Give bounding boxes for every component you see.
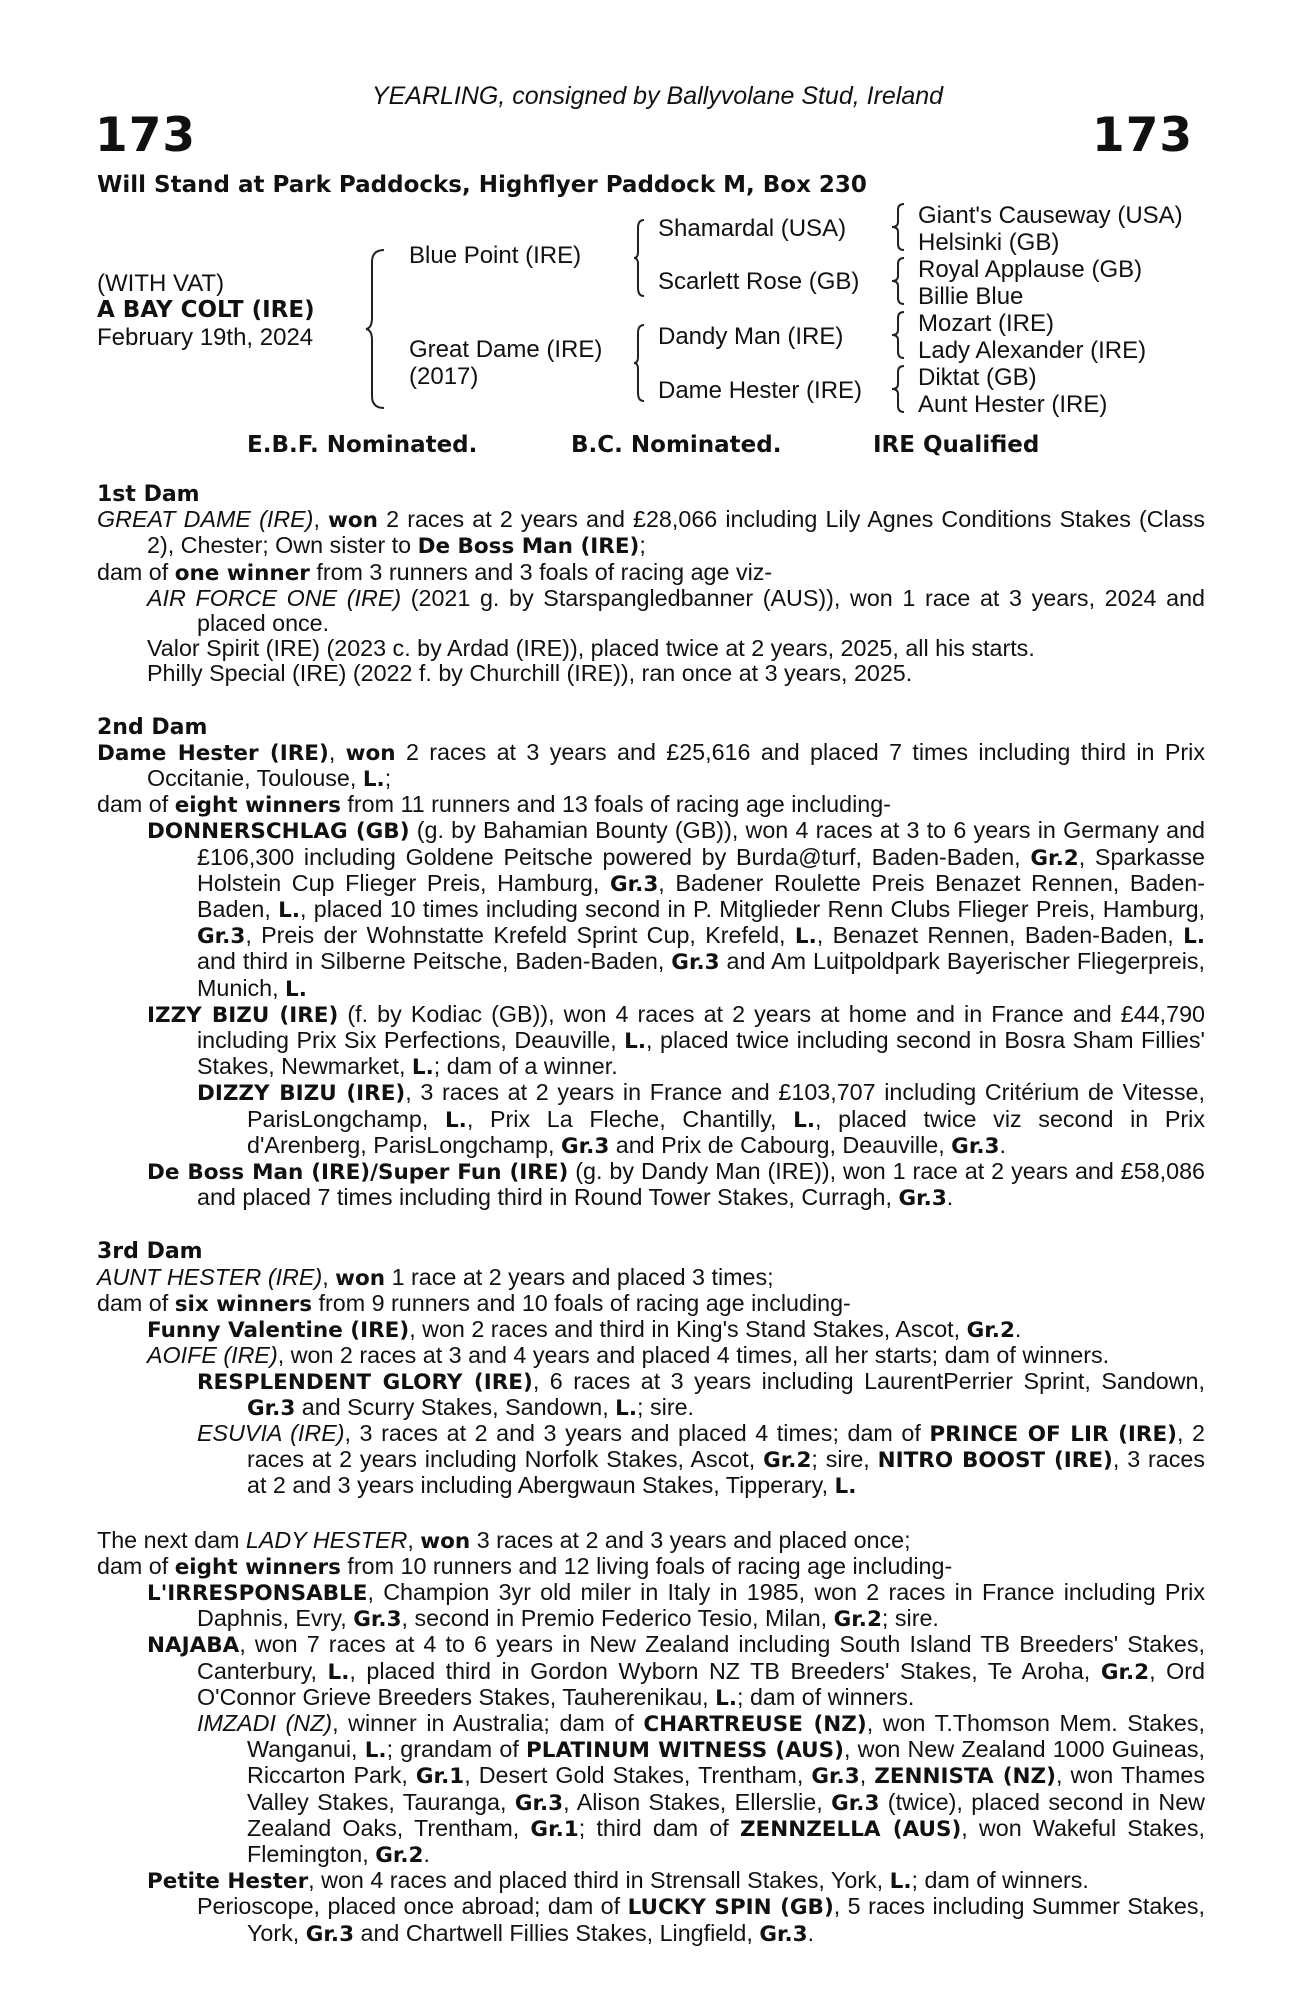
pedigree-brace-g3-2 xyxy=(890,256,906,306)
text-run: , Alison Stakes, Ellerslie, xyxy=(563,1788,832,1815)
bold-text: L. xyxy=(834,1474,857,1500)
text-run: dam of xyxy=(97,791,175,818)
second-dam-record xyxy=(97,740,1205,792)
italic-name: AOIFE (IRE) xyxy=(147,1342,278,1369)
bold-text: Gr.3 xyxy=(560,1133,610,1159)
bold-text: ZENNISTA (NZ) xyxy=(874,1764,1056,1790)
consignment-subtitle: YEARLING, consigned by Ballyvolane Stud, Ireland xyxy=(371,82,944,110)
dam-name: Great Dame (IRE) xyxy=(409,336,603,363)
pedigree-g3-6: Lady Alexander (IRE) xyxy=(918,337,1147,364)
bc-nomination: B.C. Nominated. xyxy=(571,432,782,458)
bold-text: NAJABA xyxy=(147,1633,240,1659)
bold-text: L. xyxy=(278,898,301,924)
bold-text: L. xyxy=(793,1107,815,1133)
bold-text: eight winners xyxy=(174,1554,341,1580)
text-run: , won 2 races and third in King's Stand Stakes, Ascot, xyxy=(409,1316,967,1343)
text-run: (twice), placed second in New Zealand Oaks, Trentham, xyxy=(247,1788,1205,1841)
produce-entry xyxy=(97,1080,1205,1159)
ebf-nomination: E.B.F. Nominated. xyxy=(247,432,478,458)
text-run: . xyxy=(946,1184,954,1211)
dam-year: (2017) xyxy=(409,363,479,390)
text-run: , won T.Thomson Mem. Stakes, Wanganui, xyxy=(247,1709,1205,1763)
text-run: 1 race at 2 years and placed 3 times; xyxy=(385,1263,774,1290)
text-run: , 6 races at 3 years including LaurentPerrier Sprint, Sandown, xyxy=(532,1367,1205,1394)
ire-qualified: IRE Qualified xyxy=(873,432,1040,458)
pedigree-g3-8: Aunt Hester (IRE) xyxy=(918,391,1108,418)
text-run: , xyxy=(322,1263,336,1290)
pedigree-brace-main xyxy=(364,248,386,410)
text-run: (f. by Kodiac (GB)), won 4 races at 2 years at home and in France and £44,790 including Prix Six Perfections, Deauville, xyxy=(197,1000,1206,1054)
bold-text: Gr.1 xyxy=(415,1764,465,1790)
bold-text: Gr.3 xyxy=(197,924,246,950)
bold-text: Gr.3 xyxy=(514,1790,564,1816)
pedigree-g3-5: Mozart (IRE) xyxy=(918,310,1055,337)
produce-entry xyxy=(97,1343,1205,1368)
text-run: , Prix La Fleche, Chantilly, xyxy=(466,1105,794,1132)
text-run: , 3 races at 2 and 3 years and placed 4 times; dam of xyxy=(344,1419,930,1446)
text-run: (2021 g. by Starspangledbanner (AUS)), won 1 race at 3 years, 2024 and placed once. xyxy=(197,584,1205,637)
bold-text: Gr.3 xyxy=(898,1186,947,1212)
horse-name: A BAY COLT (IRE) xyxy=(97,297,315,323)
text-run: , placed twice including second in Bosra Sham Fillies' Stakes, Newmarket, xyxy=(197,1027,1205,1080)
text-run: Valor Spirit (IRE) (2023 c. by Ardad (IRE)), placed twice at 2 years, 2025, all his starts. xyxy=(147,635,1035,662)
text-run: , Badener Roulette Preis Benazet Rennen, Baden-Baden, xyxy=(197,869,1205,923)
text-run: ; sire. xyxy=(637,1393,695,1420)
first-dam-produce-summary xyxy=(97,560,1205,586)
italic-name: AIR FORCE ONE (IRE) xyxy=(147,584,402,611)
text-run: Perioscope, placed once abroad; dam of xyxy=(197,1893,628,1920)
text-run: from 11 runners and 13 foals of racing age including- xyxy=(340,791,891,818)
lot-number-right: 173 xyxy=(1092,108,1194,163)
text-run: , placed third in Gordon Wyborn NZ TB Breeders' Stakes, Te Aroha, xyxy=(349,1657,1101,1684)
bold-text: L. xyxy=(411,1055,434,1081)
produce-entry xyxy=(97,1580,1205,1632)
bold-text: DIZZY BIZU (IRE) xyxy=(197,1081,406,1107)
pedigree-g2-1: Shamardal (USA) xyxy=(658,215,847,242)
second-dam-heading: 2nd Dam xyxy=(97,714,208,740)
text-run: and Scurry Stakes, Sandown, xyxy=(295,1393,616,1420)
text-run: . xyxy=(807,1919,815,1946)
text-run: , placed 10 times including second in P. Mitglieder Renn Clubs Flieger Preis, Hamburg, xyxy=(300,896,1206,923)
italic-name: IMZADI (NZ) xyxy=(197,1709,333,1736)
text-run: , won Thames Valley Stakes, Tauranga, xyxy=(247,1762,1206,1815)
text-run: dam of xyxy=(97,558,175,585)
bold-text: Dame Hester (IRE) xyxy=(97,740,329,766)
text-run: (g. by Bahamian Bounty (GB)), won 4 races at 3 to 6 years in Germany and £106,300 including Goldene Peitsche powered by Burda@turf, Baden-Baden, xyxy=(197,817,1205,870)
italic-name: AUNT HESTER (IRE) xyxy=(97,1263,323,1290)
pedigree-g3-7: Diktat (GB) xyxy=(918,364,1037,391)
third-dam-record xyxy=(97,1265,1205,1291)
text-run: and Prix de Cabourg, Deauville, xyxy=(609,1131,952,1158)
text-run: , placed twice viz second in Prix d'Arenberg, ParisLongchamp, xyxy=(247,1105,1205,1158)
produce-entry xyxy=(97,818,1205,1001)
text-run: and Chartwell Fillies Stakes, Lingfield, xyxy=(354,1919,760,1946)
bold-text: L. xyxy=(715,1685,737,1711)
text-run: , Desert Gold Stakes, Trentham, xyxy=(464,1762,812,1789)
text-run: , 5 races including Summer Stakes, York, xyxy=(247,1893,1206,1946)
vat-note: (WITH VAT) xyxy=(97,270,225,297)
text-run: , Sparkasse Holstein Cup Flieger Preis, Hamburg, xyxy=(197,843,1205,896)
text-run: ; third dam of xyxy=(578,1814,740,1841)
bold-text: won xyxy=(328,508,378,534)
pedigree-g2-4: Dame Hester (IRE) xyxy=(658,377,863,404)
text-run: , won Wakeful Stakes, Flemington, xyxy=(247,1814,1205,1867)
pedigree-brace-g3-3 xyxy=(890,310,906,360)
produce-entry xyxy=(97,1632,1205,1711)
text-run: , 3 races at 2 years in France and £103,707 including Critérium de Vitesse, ParisLongchamp, xyxy=(247,1079,1205,1132)
text-run: from 3 runners and 3 foals of racing age viz- xyxy=(309,558,773,585)
text-run: , xyxy=(407,1526,421,1553)
bold-text: eight winners xyxy=(174,793,341,819)
pedigree-brace-g3-1 xyxy=(890,202,906,252)
bold-text: IZZY BIZU (IRE) xyxy=(147,1002,339,1028)
bold-text: Gr.3 xyxy=(831,1790,880,1816)
text-run: dam of xyxy=(97,1552,175,1579)
foaling-date: February 19th, 2024 xyxy=(97,324,314,351)
bold-text: Gr.3 xyxy=(247,1395,296,1421)
bold-text: won xyxy=(420,1528,471,1554)
pedigree-g3-4: Billie Blue xyxy=(918,283,1024,310)
bold-text: Gr.3 xyxy=(951,1133,1000,1159)
bold-text: Gr.3 xyxy=(609,871,659,897)
text-run: and Am Luitpoldpark Bayerischer Fliegerpreis, Munich, xyxy=(197,948,1205,1001)
bold-text: Gr.3 xyxy=(811,1764,860,1790)
text-run: . xyxy=(999,1131,1006,1158)
pedigree-g3-2: Helsinki (GB) xyxy=(918,229,1060,256)
produce-entry xyxy=(97,661,1205,686)
produce-entry xyxy=(97,1421,1205,1500)
bold-text: PRINCE OF LIR (IRE) xyxy=(929,1421,1177,1447)
bold-text: one winner xyxy=(174,560,310,586)
bold-text: L'IRRESPONSABLE xyxy=(147,1580,368,1606)
bold-text: RESPLENDENT GLORY (IRE) xyxy=(197,1369,533,1395)
text-run: , won 2 races at 3 and 4 years and placed 4 times, all her starts; dam of winners. xyxy=(277,1342,1110,1369)
first-dam-heading: 1st Dam xyxy=(97,482,200,507)
text-run: , won New Zealand 1000 Guineas, Riccarton Park, xyxy=(247,1736,1205,1789)
lot-number-left: 173 xyxy=(95,108,197,163)
bold-text: L. xyxy=(794,924,817,950)
bold-text: LUCKY SPIN (GB) xyxy=(627,1895,834,1921)
italic-name: GREAT DAME (IRE) xyxy=(97,506,314,533)
text-run: , won 7 races at 4 to 6 years in New Zealand including South Island TB Breeders' Stakes, Canterbury, xyxy=(197,1631,1205,1684)
bold-text: Gr.2 xyxy=(375,1842,424,1868)
bold-text: won xyxy=(345,740,396,766)
next-dam-record xyxy=(97,1528,1205,1554)
sire-name: Blue Point (IRE) xyxy=(409,242,582,269)
text-run: , 2 races at 2 years including Norfolk Stakes, Ascot, xyxy=(247,1419,1205,1473)
text-run: , winner in Australia; dam of xyxy=(332,1709,644,1736)
italic-name: ESUVIA (IRE) xyxy=(197,1419,345,1446)
bold-text: Gr.2 xyxy=(833,1607,882,1633)
produce-entry xyxy=(97,636,1205,661)
text-run: , 3 races at 2 and 3 years including Abergwaun Stakes, Tipperary, xyxy=(247,1446,1205,1499)
pedigree-g2-3: Dandy Man (IRE) xyxy=(658,323,844,350)
text-run: , Preis der Wohnstatte Krefeld Sprint Cup, Krefeld, xyxy=(245,922,795,949)
produce-entry xyxy=(97,1868,1205,1894)
text-run: , Ord O'Connor Grieve Breeders Stakes, Tauherenikau, xyxy=(197,1657,1205,1710)
second-dam-produce-summary xyxy=(97,792,1205,818)
catalogue-body xyxy=(97,482,1205,1947)
bold-text: L. xyxy=(889,1869,912,1895)
text-run: , xyxy=(313,506,329,533)
produce-entry xyxy=(97,1002,1205,1081)
bold-text: Funny Valentine (IRE) xyxy=(147,1318,410,1344)
bold-text: L. xyxy=(364,1738,387,1764)
text-run: ; grandam of xyxy=(386,1736,526,1763)
third-dam-heading: 3rd Dam xyxy=(97,1239,203,1265)
text-run: (g. by Dandy Man (IRE)), won 1 race at 2 years and £58,086 and placed 7 times including third in Round Tower Stakes, Curragh, xyxy=(197,1158,1205,1211)
bold-text: De Boss Man (IRE) xyxy=(417,534,640,560)
bold-text: NITRO BOOST (IRE) xyxy=(877,1448,1113,1474)
text-run: ; dam of a winner. xyxy=(433,1053,618,1080)
text-run: ; xyxy=(384,765,392,792)
text-run: . xyxy=(1014,1316,1022,1343)
bold-text: DONNERSCHLAG (GB) xyxy=(147,819,410,845)
text-run: ; xyxy=(639,532,646,559)
text-run: 2 races at 2 years and £28,066 including Lily Agnes Conditions Stakes (Class 2), Chester; Own sister to xyxy=(147,506,1205,559)
text-run: , Champion 3yr old miler in Italy in 1985, won 2 races in France including Prix Daphnis, Evry, xyxy=(197,1578,1205,1632)
bold-text: L. xyxy=(624,1029,647,1055)
stand-location: Will Stand at Park Paddocks, Highflyer Paddock M, Box 230 xyxy=(97,172,867,198)
produce-entry xyxy=(97,1317,1205,1343)
text-run: 2 races at 3 years and £25,616 and placed 7 times including third in Prix Occitanie, Toulouse, xyxy=(147,738,1205,792)
bold-text: won xyxy=(335,1265,386,1291)
bold-text: PLATINUM WITNESS (AUS) xyxy=(525,1738,844,1764)
bold-text: Petite Hester xyxy=(147,1869,309,1895)
bold-text: Gr.2 xyxy=(966,1318,1015,1344)
bold-text: Gr.2 xyxy=(1100,1659,1150,1685)
text-run: from 9 runners and 10 foals of racing age including- xyxy=(312,1289,851,1316)
text-run: ; sire, xyxy=(811,1446,878,1473)
bold-text: ZENNZELLA (AUS) xyxy=(739,1816,962,1842)
produce-entry xyxy=(97,1369,1205,1421)
pedigree-g3-1: Giant's Causeway (USA) xyxy=(918,202,1183,229)
bold-text: Gr.3 xyxy=(305,1921,355,1947)
text-run: ; sire. xyxy=(881,1605,939,1632)
bold-text: Gr.2 xyxy=(1030,845,1079,871)
bold-text: L. xyxy=(285,976,307,1002)
text-run: , Benazet Rennen, Baden-Baden, xyxy=(816,922,1184,949)
bold-text: CHARTREUSE (NZ) xyxy=(643,1711,867,1737)
italic-name: LADY HESTER xyxy=(245,1526,408,1553)
text-run: , second in Premio Federico Tesio, Milan, xyxy=(401,1605,834,1632)
text-run: Philly Special (IRE) (2022 f. by Churchill (IRE)), ran once at 3 years, 2025. xyxy=(147,660,913,687)
next-dam-produce-summary xyxy=(97,1554,1205,1580)
bold-text: Gr.3 xyxy=(759,1921,808,1947)
text-run: ; dam of winners. xyxy=(911,1867,1089,1894)
bold-text: De Boss Man (IRE)/Super Fun (IRE) xyxy=(147,1160,569,1186)
third-dam-produce-summary xyxy=(97,1291,1205,1317)
bold-text: Gr.3 xyxy=(671,950,720,976)
produce-entry xyxy=(97,586,1205,636)
bold-text: Gr.1 xyxy=(530,1816,579,1842)
text-run: dam of xyxy=(97,1289,175,1316)
pedigree-g3-3: Royal Applause (GB) xyxy=(918,256,1143,283)
bold-text: six winners xyxy=(174,1291,313,1317)
text-run: , xyxy=(328,738,346,765)
text-run: from 10 runners and 12 living foals of racing age including- xyxy=(340,1552,953,1579)
text-run: ; dam of winners. xyxy=(737,1683,915,1710)
pedigree-brace-dam xyxy=(632,323,646,403)
bold-text: Gr.3 xyxy=(353,1607,402,1633)
bold-text: L. xyxy=(362,767,385,793)
produce-entry xyxy=(97,1894,1205,1946)
pedigree-brace-sire xyxy=(632,218,646,298)
text-run: , won 4 races and placed third in Strensall Stakes, York, xyxy=(308,1867,890,1894)
pedigree-brace-g3-4 xyxy=(890,364,906,414)
text-run: and third in Silberne Peitsche, Baden-Baden, xyxy=(197,948,672,975)
first-dam-record xyxy=(97,507,1205,559)
produce-entry xyxy=(97,1711,1205,1868)
bold-text: L. xyxy=(444,1107,467,1133)
bold-text: L. xyxy=(1183,924,1205,950)
text-run: 3 races at 2 and 3 years and placed once; xyxy=(470,1526,911,1553)
bold-text: Gr.2 xyxy=(763,1448,812,1474)
produce-entry xyxy=(97,1159,1205,1211)
text-run: The next dam xyxy=(97,1526,246,1553)
bold-text: L. xyxy=(615,1395,638,1421)
text-run: . xyxy=(423,1840,430,1867)
text-run: , xyxy=(859,1762,875,1789)
bold-text: L. xyxy=(327,1659,350,1685)
pedigree-g2-2: Scarlett Rose (GB) xyxy=(658,268,860,295)
